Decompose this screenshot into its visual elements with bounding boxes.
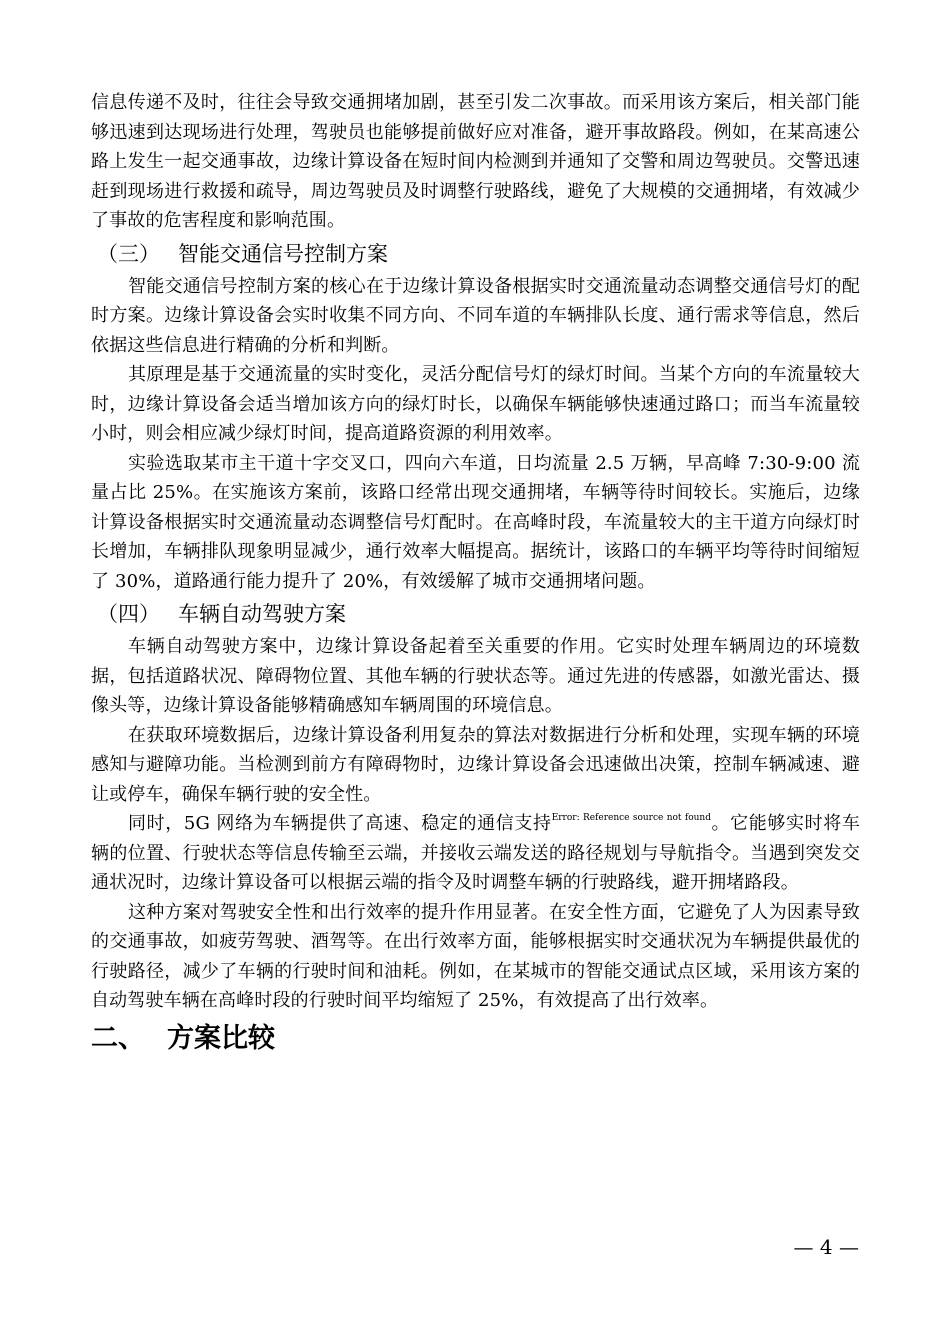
heading-autonomous-driving <box>91 596 860 632</box>
heading-title: 方案比较 <box>167 1022 275 1054</box>
paragraph-signal-experiment: 实验选取某市主干道十字交叉口，四向六车道，日均流量 2.5 万辆，早高峰 7:30-9:00 流量占比 25%。在实施该方案前，该路口经常出现交通拥堵，车辆等待时间较长。实施后，边缘计算设备根据实时交通流量动态调整信号灯配时。在高峰时段，车流量较大的主干道方向绿灯时长增加，车辆排队现象明显减少，通行效率大幅提高。据统计，该路口的车辆平均等待时间缩短了 30%，道路通行能力提升了 20%，有效缓解了城市交通拥堵问题。 <box>91 452 860 592</box>
paragraph-accident-response: 信息传递不及时，往往会导致交通拥堵加剧，甚至引发二次事故。而采用该方案后，相关部门能够迅速到达现场进行处理，驾驶员也能够提前做好应对准备，避开事故路段。例如，在某高速公路上发生一起交通事故，边缘计算设备在短时间内检测到并通知了交警和周边驾驶员。交警迅速赶到现场进行救援和疏导，周边驾驶员及时调整行驶路线，避免了大规模的交通拥堵，有效减少了事故的危害程度和影响范围。 <box>91 92 860 231</box>
document-body <box>91 88 860 1062</box>
heading-number: （三） <box>97 241 160 266</box>
heading-number: （四） <box>97 602 160 626</box>
paragraph-autonomous-benefits: 这种方案对驾驶安全性和出行效率的提升作用显著。在安全性方面，它避免了人为因素导致的交通事故，如疲劳驾驶、酒驾等。在出行效率方面，能够根据实时交通状况为车辆提供最优的行驶路径，减少了车辆的行驶时间和油耗。例如，在某城市的智能交通试点区域，采用该方案的自动驾驶车辆在高峰时段的行驶时间平均缩短了 25%，有效提高了出行效率。 <box>91 901 860 1011</box>
heading-title: 智能交通信号控制方案 <box>178 241 388 266</box>
heading-signal-control <box>91 236 860 272</box>
paragraph-signal-principle: 其原理是基于交通流量的实时变化，灵活分配信号灯的绿灯时间。当某个方向的车流量较大时，边缘计算设备会适当增加该方向的绿灯时长，以确保车辆能够快速通过路口；而当车流量较小时，则会相应减少绿灯时间，提高道路资源的利用效率。 <box>91 364 860 444</box>
heading-title: 车辆自动驾驶方案 <box>178 602 346 626</box>
reference-error-superscript: Error: Reference source not found <box>551 813 711 823</box>
paragraph-autonomous-5g <box>91 809 860 898</box>
page-number: — 4 — <box>793 1235 859 1259</box>
heading-number: 二、 <box>91 1022 145 1054</box>
paragraph-text: 。它能够实时将车辆的位置、行驶状态等信息传输至云端，并接收云端发送的路径规划与导航指令。当遇到突发交通状况时，边缘计算设备可以根据云端的指令及时调整车辆的行驶路线，避开拥堵路段。 <box>91 813 860 893</box>
paragraph-signal-core: 智能交通信号控制方案的核心在于边缘计算设备根据实时交通流量动态调整交通信号灯的配时方案。边缘计算设备会实时收集不同方向、不同车道的车辆排队长度、通行需求等信息，然后依据这些信息进行精确的分析和判断。 <box>91 275 860 356</box>
paragraph-text: 同时，5G 网络为车辆提供了高速、稳定的通信支持 <box>128 813 552 834</box>
paragraph-autonomous-avoidance: 在获取环境数据后，边缘计算设备利用复杂的算法对数据进行分析和处理，实现车辆的环境感知与避障功能。当检测到前方有障碍物时，边缘计算设备会迅速做出决策，控制车辆减速、避让或停车，确保车辆行驶的安全性。 <box>91 724 860 805</box>
paragraph-autonomous-role: 车辆自动驾驶方案中，边缘计算设备起着至关重要的作用。它实时处理车辆周边的环境数据，包括道路状况、障碍物位置、其他车辆的行驶状态等。通过先进的传感器，如激光雷达、摄像头等，边缘计算设备能够精确感知车辆周围的环境信息。 <box>91 636 860 716</box>
heading-section-comparison <box>91 1016 860 1062</box>
